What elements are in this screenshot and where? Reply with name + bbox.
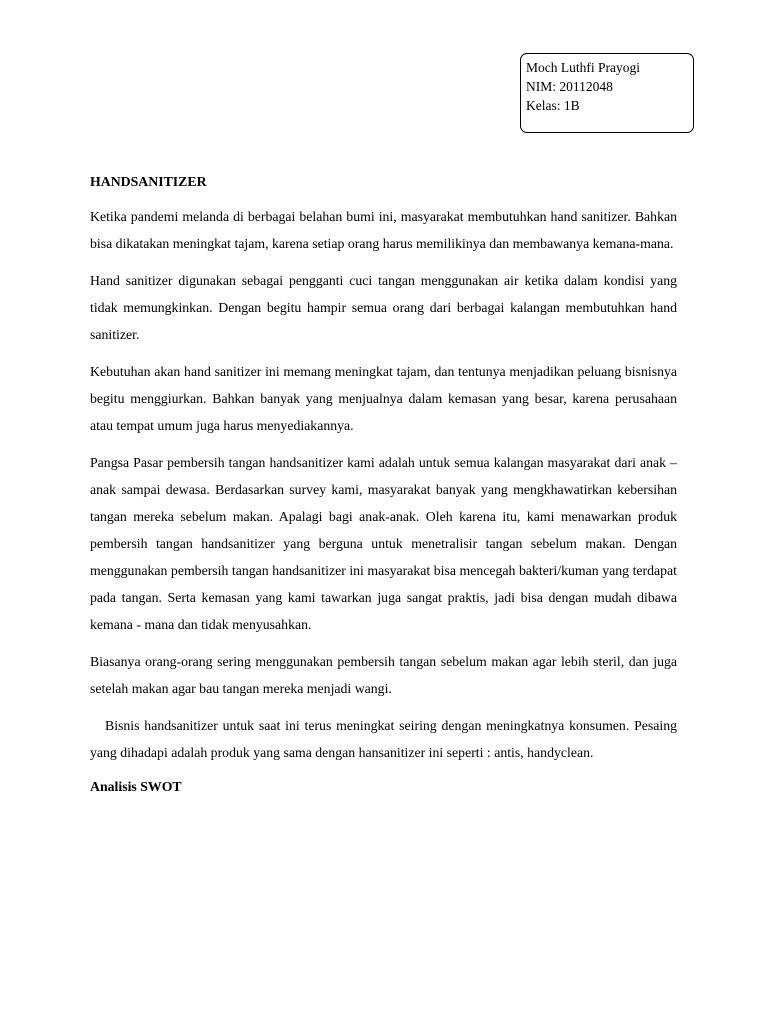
document-body xyxy=(90,171,677,798)
paragraph-demand: Kebutuhan akan hand sanitizer ini memang meningkat tajam, dan tentunya menjadikan peluang bisnisnya begitu menggiurkan. Bahkan banyak yang menjualnya dalam kemasan yang besar, karena perusahaan atau tempat umum juga harus menyediakannya. xyxy=(90,364,677,433)
student-name: Moch Luthfi Prayogi xyxy=(526,60,640,75)
paragraph-habits: Biasanya orang-orang sering menggunakan pembersih tangan sebelum makan agar lebih steril, dan juga setelah makan agar bau tangan mereka menjadi wangi. xyxy=(90,654,677,696)
student-class: Kelas: 1B xyxy=(526,98,580,113)
paragraph-competitors: Bisnis handsanitizer untuk saat ini terus meningkat seiring dengan meningkatnya konsumen. Pesaing yang dihadapi adalah produk yang sama dengan hansanitizer ini seperti : antis, handyclean. xyxy=(90,718,677,760)
section-heading-swot: Analisis SWOT xyxy=(90,779,182,794)
paragraph-intro: Ketika pandemi melanda di berbagai belahan bumi ini, masyarakat membutuhkan hand sanitizer. Bahkan bisa dikatakan meningkat tajam, karena setiap orang harus memilikinya dan membawanya kemana-mana. xyxy=(90,209,677,251)
paragraph-market-share: Pangsa Pasar pembersih tangan handsanitizer kami adalah untuk semua kalangan masyarakat dari anak – anak sampai dewasa. Berdasarkan survey kami, masyarakat banyak yang mengkhawatirkan kebersihan tangan mereka sebelum makan. Apalagi bagi anak-anak. Oleh karena itu, kami menawarkan produk pembersih tangan handsanitizer yang berguna untuk menetralisir tangan sebelum makan. Dengan menggunakan pembersih tangan handsanitizer ini masyarakat bisa mencegah bakteri/kuman yang terdapat pada tangan. Serta kemasan yang kami tawarkan juga sangat praktis, jadi bisa dengan mudah dibawa kemana - mana dan tidak menyusahkan. xyxy=(90,455,677,632)
student-identity-box xyxy=(520,53,694,133)
student-nim: NIM: 20112048 xyxy=(526,79,613,94)
paragraph-usage: Hand sanitizer digunakan sebagai pengganti cuci tangan menggunakan air ketika dalam kondisi yang tidak memungkinkan. Dengan begitu hampir semua orang dari berbagai kalangan membutuhkan hand sanitizer. xyxy=(90,273,677,342)
document-title: HANDSANITIZER xyxy=(90,174,207,189)
